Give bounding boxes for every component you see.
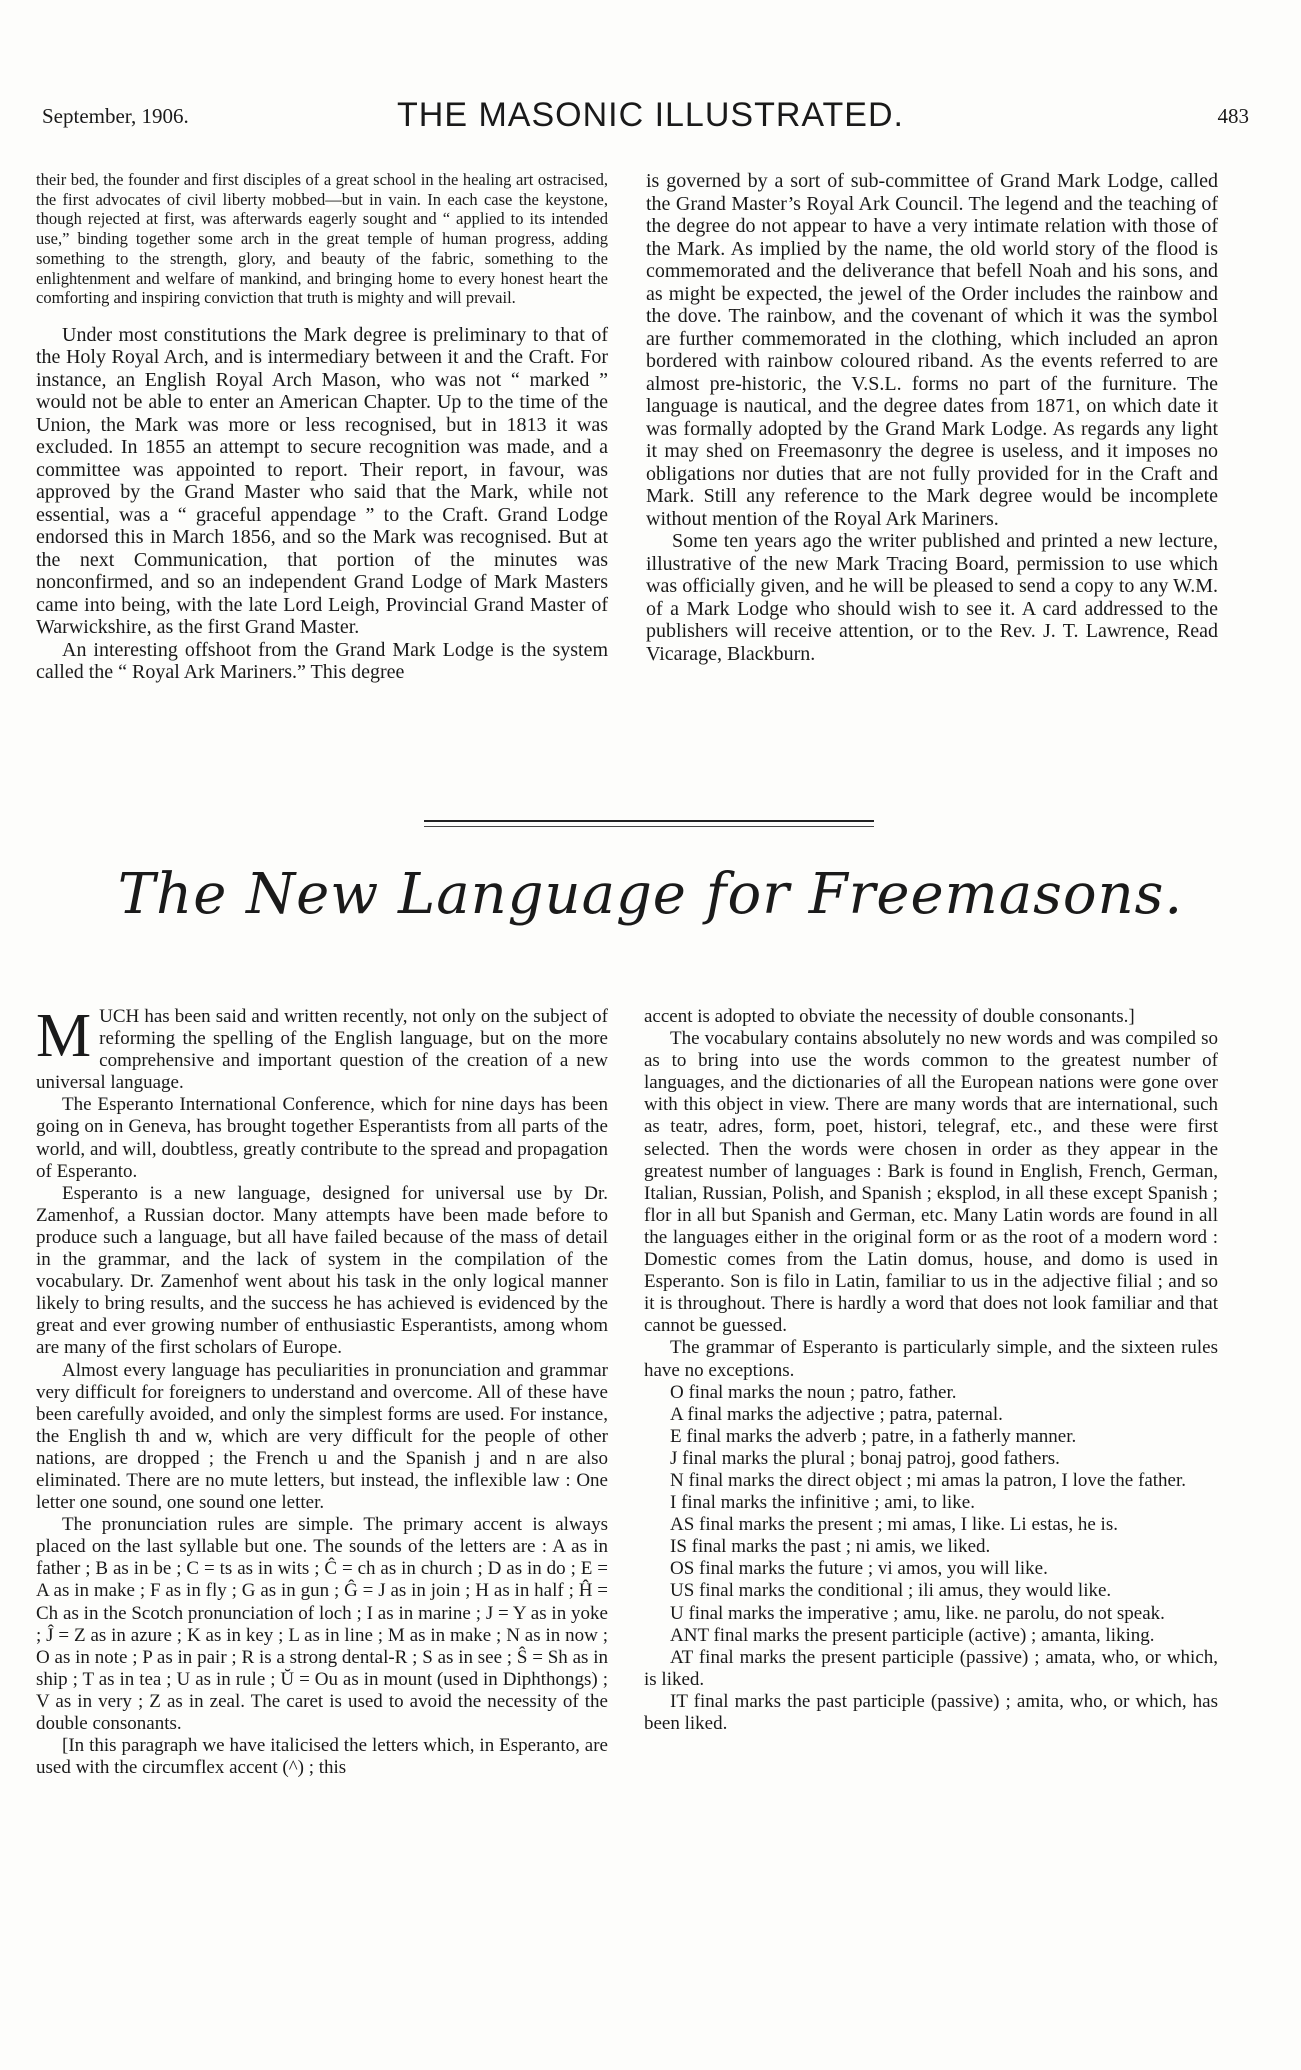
- drop-cap: M: [36, 1002, 92, 1070]
- paragraph: Esperanto is a new language, designed for universal use by Dr. Zamenhof, a Russian doctor. Many attempts have been made before to produce such a language, but all have failed because of the mass of detail in the grammar, and the lack of system in the compilation of the vocabulary. Dr. Zamenhof went about his task in the only logical manner likely to bring results, and the success he has achieved is evidenced by the great and ever growing number of enthusiastic Esperantists, among whom are many of the first scholars of Europe.: [36, 1182, 608, 1359]
- bottom-right-column: [644, 1006, 1218, 1735]
- grammar-rule: IT final marks the past participle (passive) ; amita, who, or which, has been liked.: [644, 1690, 1218, 1734]
- issue-date: September, 1906.: [42, 104, 189, 128]
- paragraph: is governed by a sort of sub-committee of Grand Mark Lodge, called the Grand Master’s Royal Ark Council. The legend and the teaching of the degree do not appear to have a very intimate relation with those of the Mark. As implied by the name, the old world story of the flood is commemorated and the deliverance that befell Noah and his sons, and as might be expected, the jewel of the Order includes the rainbow and the dove. The rainbow, and the covenant of which it was the symbol are further commemorated in the clothing, which included an apron bordered with rainbow coloured riband. As the events referred to are almost pre-historic, the V.S.L. forms no part of the furniture. The language is nautical, and the degree dates from 1871, on which date it was formally adopted by the Grand Mark Lodge. As regards any light it may shed on Freemasonry the degree is useless, and it imposes no obligations nor duties that are not fully provided for in the Craft and Mark. Still any reference to the Mark degree would be incomplete without mention of the Royal Ark Mariners.: [646, 170, 1218, 530]
- paragraph: An interesting offshoot from the Grand Mark Lodge is the system called the “ Royal Ark Mariners.” This degree: [36, 638, 608, 684]
- grammar-rule: U final marks the imperative ; amu, like. ne parolu, do not speak.: [670, 1602, 1165, 1624]
- continued-paragraph: their bed, the founder and first disciples of a great school in the healing art ostracised, the first advocates of civil liberty mobbed—but in vain. In each case the keystone, though rejected at first, was afterwards eagerly sought and “ applied to its intended use,” binding together some arch in the great temple of human progress, adding something to the strength, glory, and beauty of the fabric, something to the enlightenment and welfare of mankind, and bringing home to every honest heart the comforting and inspiring conviction that truth is mighty and will prevail.: [36, 170, 608, 308]
- publication-title: THE MASONIC ILLUSTRATED.: [397, 96, 904, 134]
- paragraph: The grammar of Esperanto is particularly simple, and the sixteen rules have no exceptions.: [644, 1337, 1218, 1381]
- paragraph: The Esperanto International Conference, which for nine days has been going on in Geneva, has brought together Esperantists from all parts of the world, and will, doubtless, greatly contribute to the spread and propagation of Esperanto.: [36, 1094, 608, 1182]
- grammar-rule: E final marks the adverb ; patre, in a fatherly manner.: [670, 1425, 1077, 1447]
- grammar-rule: ANT final marks the present participle (active) ; amanta, liking.: [670, 1624, 1155, 1646]
- grammar-rule: US final marks the conditional ; ili amus, they would like.: [670, 1580, 1112, 1602]
- grammar-rule: OS final marks the future ; vi amos, you will like.: [670, 1558, 1048, 1580]
- grammar-rule: AT final marks the present participle (passive) ; amata, who, or which, is liked.: [644, 1646, 1218, 1690]
- paragraph: Under most constitutions the Mark degree is preliminary to that of the Holy Royal Arch, and is intermediary between it and the Craft. For instance, an English Royal Arch Mason, who was not “ marked ” would not be able to enter an American Chapter. Up to the time of the Union, the Mark was more or less recognised, but in 1813 it was excluded. In 1855 an attempt to secure recognition was made, and a committee was appointed to report. Their report, in favour, was approved by the Grand Master who said that the Mark, while not essential, was a “ graceful appendage ” to the Craft. Grand Lodge endorsed this in March 1856, and so the Mark was recognised. But at the next Communication, that portion of the minutes was nonconfirmed, and so an independent Grand Lodge of Mark Masters came into being, with the late Lord Leigh, Provincial Grand Master of Warwickshire, as the first Grand Master.: [36, 323, 608, 639]
- page-header: [0, 96, 1301, 136]
- paragraph: Some ten years ago the writer published and printed a new lecture, illustrative of the new Mark Tracing Board, permission to use which was officially given, and he will be pleased to send a copy to any W.M. of a Mark Lodge who should wish to see it. A card addressed to the publishers will receive attention, or to the Rev. J. T. Lawrence, Read Vicarage, Blackburn.: [646, 530, 1218, 665]
- section-divider: [424, 820, 874, 822]
- paragraph: The pronunciation rules are simple. The primary accent is always placed on the last syllable but one. The sounds of the letters are : A as in father ; B as in be ; C = ts as in wits ; Ĉ = ch as in church ; D as in do ; E = A as in make ; F as in fly ; G as in gun ; Ĝ = J as in join ; H as in half ; Ĥ = Ch as in the Scotch pronunciation of loch ; I as in marine ; J = Y as in yoke ; Ĵ = Z as in azure ; K as in key ; L as in line ; M as in make ; N as in now ; O as in note ; P as in pair ; R is a strong dental-R ; S as in see ; Ŝ = Sh as in ship ; T as in tea ; U as in rule ; Ŭ = Ou as in mount (used in Diphthongs) ; V as in very ; Z as in zeal. The caret is used to avoid the necessity of the double consonants.: [36, 1514, 608, 1734]
- section-divider: [424, 826, 874, 827]
- grammar-rule: AS final marks the present ; mi amas, I like. Li estas, he is.: [670, 1514, 1118, 1536]
- article-title: The New Language for Freemasons.: [117, 862, 1184, 927]
- grammar-rule: IS final marks the past ; ni amis, we liked.: [670, 1536, 991, 1558]
- paragraph-text: UCH has been said and written recently, not only on the subject of reforming the spelling of the English language, but on the more comprehensive and important question of the creation of a new universal language.: [36, 1006, 608, 1094]
- paragraph: Almost every language has peculiarities in pronunciation and grammar very difficult for foreigners to understand and overcome. All of these have been carefully avoided, and only the simplest forms are used. For instance, the English th and w, which are very difficult for the people of other nations, are dropped ; the French u and the Spanish j and n are also eliminated. There are no mute letters, but instead, the inflexible law : One letter one sound, one sound one letter.: [36, 1359, 608, 1514]
- top-right-column: [646, 170, 1218, 665]
- paragraph: accent is adopted to obviate the necessity of double consonants.]: [644, 1006, 1135, 1027]
- opening-paragraph: [36, 1002, 608, 1094]
- grammar-rule: J final marks the plural ; bonaj patroj, good fathers.: [670, 1447, 1060, 1469]
- grammar-rule: O final marks the noun ; patro, father.: [670, 1381, 957, 1403]
- grammar-rule: N final marks the direct object ; mi amas la patron, I love the father.: [670, 1469, 1186, 1491]
- bottom-left-column: [36, 1002, 608, 1779]
- grammar-rule: I final marks the infinitive ; ami, to like.: [670, 1492, 975, 1514]
- paragraph: [In this paragraph we have italicised the letters which, in Esperanto, are used with the circumflex accent (^) ; this: [36, 1735, 608, 1779]
- page-number: 483: [1217, 104, 1249, 128]
- paragraph: The vocabulary contains absolutely no new words and was compiled so as to bring into use the words common to the greatest number of languages, and the dictionaries of all the European nations were gone over with this object in view. There are many words that are international, such as teatr, adres, form, poet, histori, telegraf, etc., and these were first selected. Then the words were chosen in order as they appear in the greatest number of languages : Bark is found in English, French, German, Italian, Russian, Polish, and Spanish ; eksplod, in all these except Spanish ; flor in all but Spanish and German, etc. Many Latin words are found in all the languages either in the original form or as the root of a modern word : Domestic comes from the Latin domus, house, and domo is used in Esperanto. Son is filo in Latin, familiar to us in the adjective filial ; and so it is throughout. There is hardly a word that does not look familiar and that cannot be guessed.: [644, 1028, 1218, 1337]
- top-left-column: [36, 170, 608, 684]
- grammar-rule: A final marks the adjective ; patra, paternal.: [670, 1403, 1003, 1425]
